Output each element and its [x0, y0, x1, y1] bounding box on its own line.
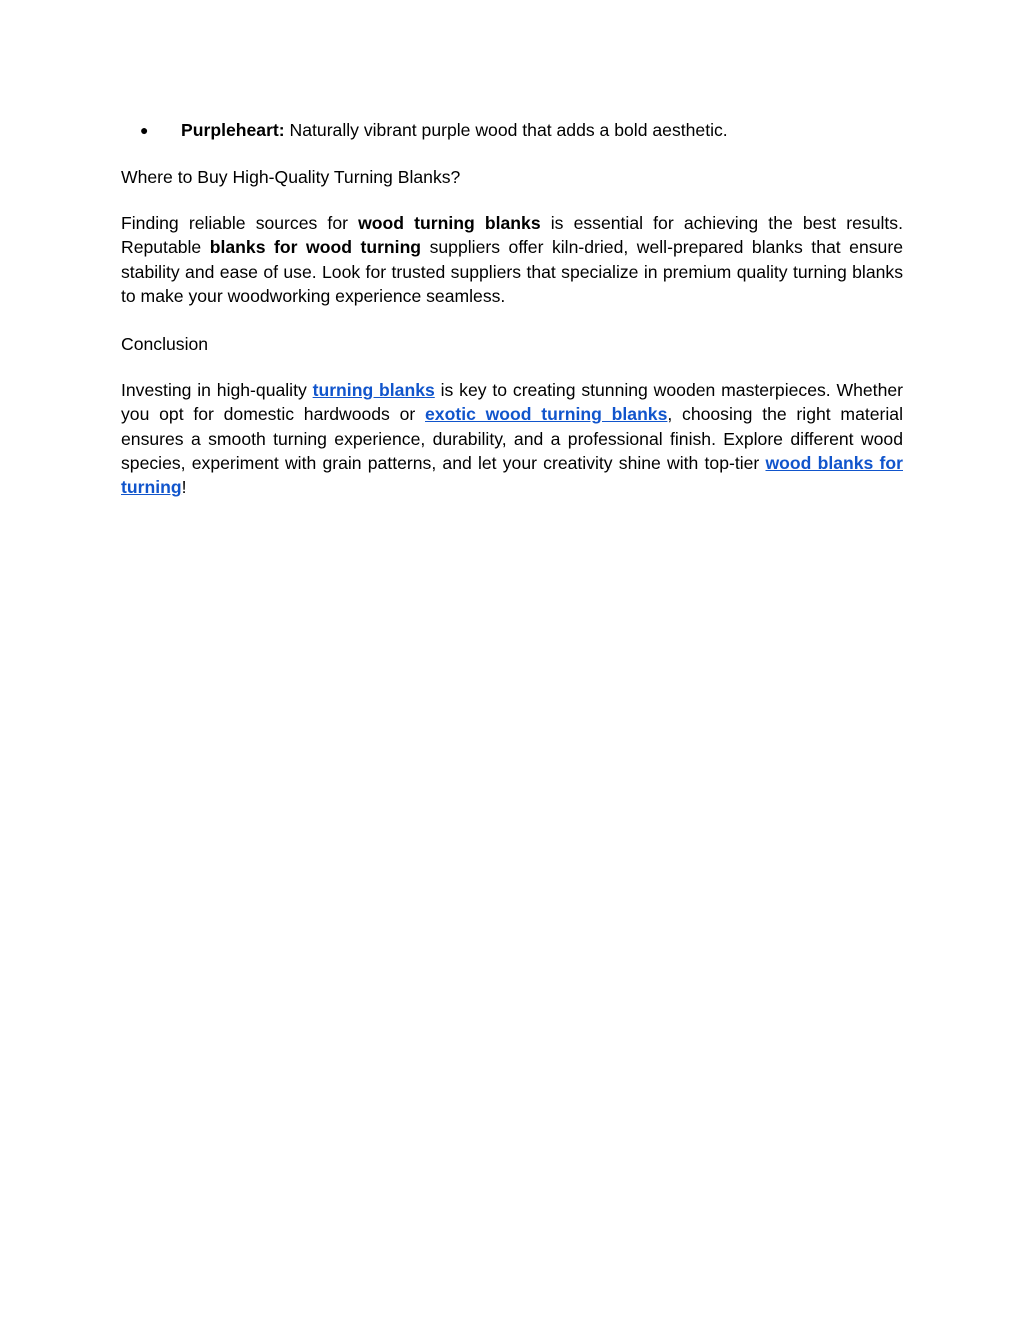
- bold-term-wood-turning-blanks: wood turning blanks: [358, 212, 541, 233]
- list-item-term: Purpleheart:: [181, 120, 285, 140]
- text-run: is key to creating stunning wooden masterpieces. Whether you opt for domestic hardwoods or: [121, 379, 903, 425]
- bold-term-blanks-for-wood-turning: blanks for wood turning: [209, 237, 422, 258]
- link-turning-blanks[interactable]: turning blanks: [312, 379, 435, 400]
- section-heading-conclusion: Conclusion: [121, 334, 209, 355]
- text-run: suppliers offer kiln-dried, well-prepared blanks that ensure stability and ease of use. Look for trusted suppliers that specialize in premium quality turning blanks to make your woodworking experience seamless.: [121, 237, 903, 307]
- section-heading-where-to-buy: Where to Buy High-Quality Turning Blanks?: [121, 167, 461, 188]
- text-run: !: [181, 477, 187, 498]
- document-page: [121, 118, 903, 500]
- text-run: Finding reliable sources for: [121, 212, 359, 233]
- list-item-purpleheart: [121, 118, 903, 142]
- link-exotic-wood-turning-blanks[interactable]: exotic wood turning blanks: [425, 404, 668, 425]
- text-run: , choosing the right material ensures a smooth turning experience, durability, and a professional finish. Explore different wood species, experiment with grain patterns, and let your creativity shine with top-tier: [121, 404, 903, 474]
- bullet-icon: ●: [140, 122, 149, 138]
- link-wood-blanks-for-turning[interactable]: wood blanks for turning: [121, 453, 903, 498]
- paragraph-where-to-buy: [121, 211, 903, 309]
- paragraph-conclusion: [121, 378, 903, 500]
- text-run: Investing in high-quality: [121, 379, 313, 400]
- list-item-text: Naturally vibrant purple wood that adds a bold aesthetic.: [284, 120, 728, 140]
- text-run: is essential for achieving the best results. Reputable: [121, 212, 903, 258]
